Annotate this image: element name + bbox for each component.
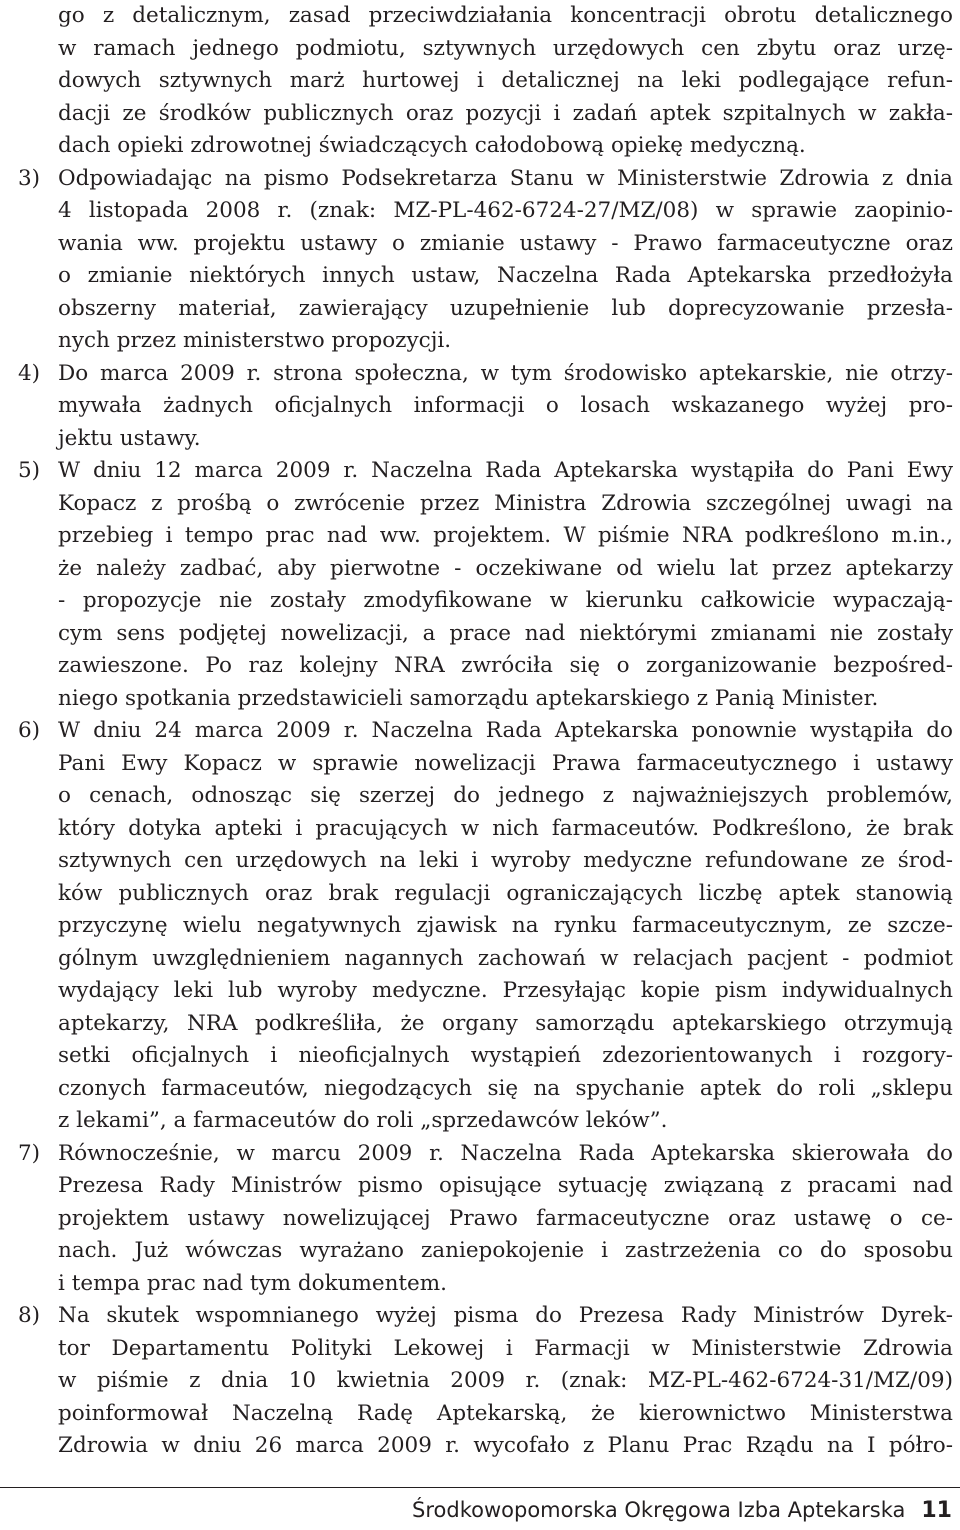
- text-line: z lekami”, a farmaceutów do roli „sprzedawców leków”.: [58, 1108, 668, 1133]
- text-line: mywała żadnych oficjalnych informacji o losach wskazanego wyżej pro-: [58, 393, 953, 418]
- text-line: Pani Ewy Kopacz w sprawie nowelizacji Prawa farmaceutycznego i ustawy: [58, 750, 953, 776]
- text-line: że należy zadbać, aby pierwotne - oczekiwane od wielu lat przez aptekarzy: [58, 555, 953, 581]
- text-line: w ramach jednego podmiotu, sztywnych urzędowych cen zbytu oraz urzę-: [58, 35, 953, 61]
- text-line: gólnym uwzględnieniem nagannych zachowań w relacjach pacjent - podmiot: [58, 945, 953, 971]
- text-line: Odpowiadając na pismo Podsekretarza Stanu w Ministerstwie Zdrowia z dnia: [58, 165, 953, 191]
- text-line: o zmianie niektórych innych ustaw, Naczelna Rada Aptekarska przedłożyła: [58, 263, 953, 288]
- text-line: Na skutek wspomnianego wyżej pisma do Prezesa Rady Ministrów Dyrek-: [58, 1303, 953, 1328]
- list-item-number: 8): [18, 1303, 41, 1328]
- text-line: aptekarzy, NRA podkreśliła, że organy samorządu aptekarskiego otrzymują: [58, 1010, 953, 1036]
- text-line: W dniu 12 marca 2009 r. Naczelna Rada Aptekarska wystąpiła do Pani Ewy: [58, 458, 953, 483]
- text-line: o cenach, odnosząc się szerzej do jednego z najważniejszych problemów,: [58, 783, 953, 808]
- text-line: i tempa prac nad tym dokumentem.: [58, 1270, 448, 1296]
- text-line: tor Departamentu Polityki Lekowej i Farmacji w Ministerstwie Zdrowia: [58, 1335, 953, 1361]
- text-line: W dniu 24 marca 2009 r. Naczelna Rada Aptekarska ponownie wystąpiła do: [58, 718, 953, 743]
- list-item-number: 4): [18, 360, 41, 386]
- text-line: Do marca 2009 r. strona społeczna, w tym środowisko aptekarskie, nie otrzy-: [58, 360, 953, 386]
- text-line: Kopacz z prośbą o zwrócenie przez Ministra Zdrowia szczególnej uwagi na: [58, 490, 953, 516]
- text-line: Równocześnie, w marcu 2009 r. Naczelna Rada Aptekarska skierowała do: [58, 1140, 953, 1166]
- text-line: ków publicznych oraz brak regulacji ograniczających liczbę aptek stanowią: [58, 880, 953, 906]
- text-line: go z detalicznym, zasad przeciwdziałania koncentracji obrotu detalicznego: [58, 3, 953, 28]
- text-line: przebieg i tempo prac nad ww. projektem. W piśmie NRA podkreślono m.in.,: [58, 523, 953, 548]
- text-line: cym sens podjętej nowelizacji, a prace nad niektórymi zmianami nie zostały: [58, 620, 953, 646]
- footer-publisher: Środkowopomorska Okręgowa Izba Aptekarska: [412, 1498, 906, 1522]
- text-line: czonych farmaceutów, niegodzących się na spychanie aptek do roli „sklepu: [58, 1075, 953, 1101]
- text-line: niego spotkania przedstawicieli samorządu aptekarskiego z Panią Minister.: [58, 685, 879, 711]
- list-item-number: 6): [18, 718, 41, 743]
- text-line: dowych sztywnych marż hurtowej i detalicznej na leki podlegające refun-: [58, 68, 953, 93]
- text-line: który dotyka apteki i pracujących w nich farmaceutów. Podkreślono, że brak: [58, 815, 953, 841]
- list-item-number: 3): [18, 165, 41, 191]
- text-line: Zdrowia w dniu 26 marca 2009 r. wycofało z Planu Prac Rządu na I półro-: [58, 1433, 953, 1458]
- text-line: setki oficjalnych i nieoficjalnych wystąpień zdezorientowanych i rozgory-: [58, 1043, 953, 1068]
- text-line: projektem ustawy nowelizującej Prawo farmaceutyczne oraz ustawę o ce-: [58, 1205, 953, 1231]
- text-line: zawieszone. Po raz kolejny NRA zwróciła się o zorganizowanie bezpośred-: [58, 653, 953, 678]
- text-line: dach opieki zdrowotnej świadczących całodobową opiekę medyczną.: [58, 133, 806, 158]
- page-number: 11: [921, 1497, 952, 1523]
- text-line: w piśmie z dnia 10 kwietnia 2009 r. (znak: MZ-PL-462-6724-31/MZ/09): [58, 1368, 953, 1393]
- footer-rule: [0, 1487, 960, 1488]
- list-item-number: 5): [18, 458, 41, 483]
- text-line: nych przez ministerstwo propozycji.: [58, 328, 452, 353]
- text-line: nach. Już wówczas wyrażano zaniepokojenie i zastrzeżenia co do sposobu: [58, 1238, 953, 1263]
- text-line: wydający leki lub wyroby medyczne. Przesyłając kopie pism indywidualnych: [58, 978, 953, 1003]
- text-line: Prezesa Rady Ministrów pismo opisujące sytuację związaną z pracami nad: [58, 1173, 953, 1198]
- text-line: przyczynę wielu negatywnych zjawisk na rynku farmaceutycznym, ze szcze-: [58, 913, 953, 938]
- text-line: obszerny materiał, zawierający uzupełnienie lub doprecyzowanie przesła-: [58, 295, 953, 321]
- text-line: poinformował Naczelną Radę Aptekarską, że kierownictwo Ministerstwa: [58, 1400, 953, 1426]
- list-item-number: 7): [18, 1140, 41, 1166]
- text-line: jektu ustawy.: [58, 425, 201, 451]
- text-line: dacji ze środków publicznych oraz pozycji i zadań aptek szpitalnych w zakła-: [58, 100, 953, 126]
- text-line: sztywnych cen urzędowych na leki i wyroby medyczne refundowane ze środ-: [58, 848, 953, 873]
- page-footer: [412, 1493, 952, 1527]
- text-line: wania ww. projektu ustawy o zmianie ustawy - Prawo farmaceutyczne oraz: [58, 230, 953, 256]
- text-line: 4 listopada 2008 r. (znak: MZ-PL-462-6724-27/MZ/08) w sprawie zaopinio-: [58, 198, 953, 223]
- text-line: - propozycje nie zostały zmodyfikowane w kierunku całkowicie wypaczają-: [58, 588, 953, 613]
